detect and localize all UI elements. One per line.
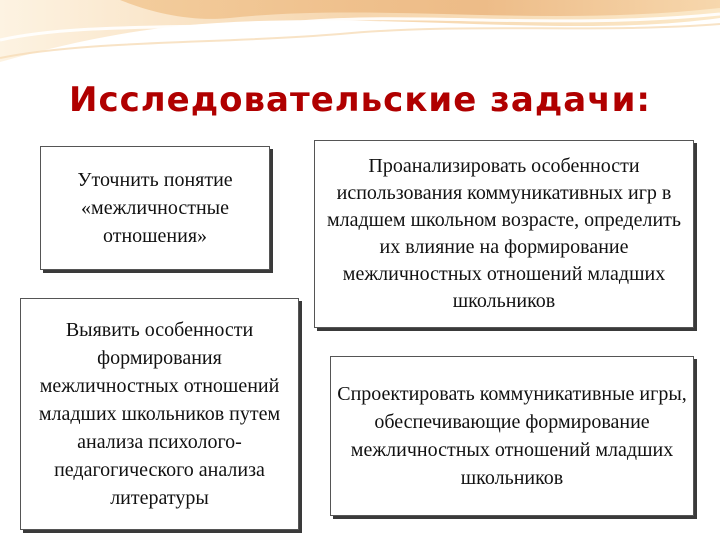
task-box-1 (40, 146, 270, 270)
task-text-1: Уточнить понятие «межличностные отношения» (77, 169, 233, 247)
task-box-4 (330, 356, 694, 516)
task-text-2: Выявить особенности формирования межличностных отношений младших школьников путем анализа психолого-педагогического анализа литературы (38, 319, 281, 509)
header-decoration (0, 0, 720, 80)
slide-title: Исследовательские задачи: (69, 80, 651, 120)
task-text-3: Проанализировать особенности использования коммуникативных игр в младшем школьном возрасте, определить их влияние на формирование межличностных отношений младших школьников (326, 155, 682, 312)
task-box-2 (20, 298, 299, 530)
task-text-4: Спроектировать коммуникативные игры, обеспечивающие формирование межличностных отношений младших школьников (337, 383, 687, 489)
task-box-3 (314, 140, 694, 328)
